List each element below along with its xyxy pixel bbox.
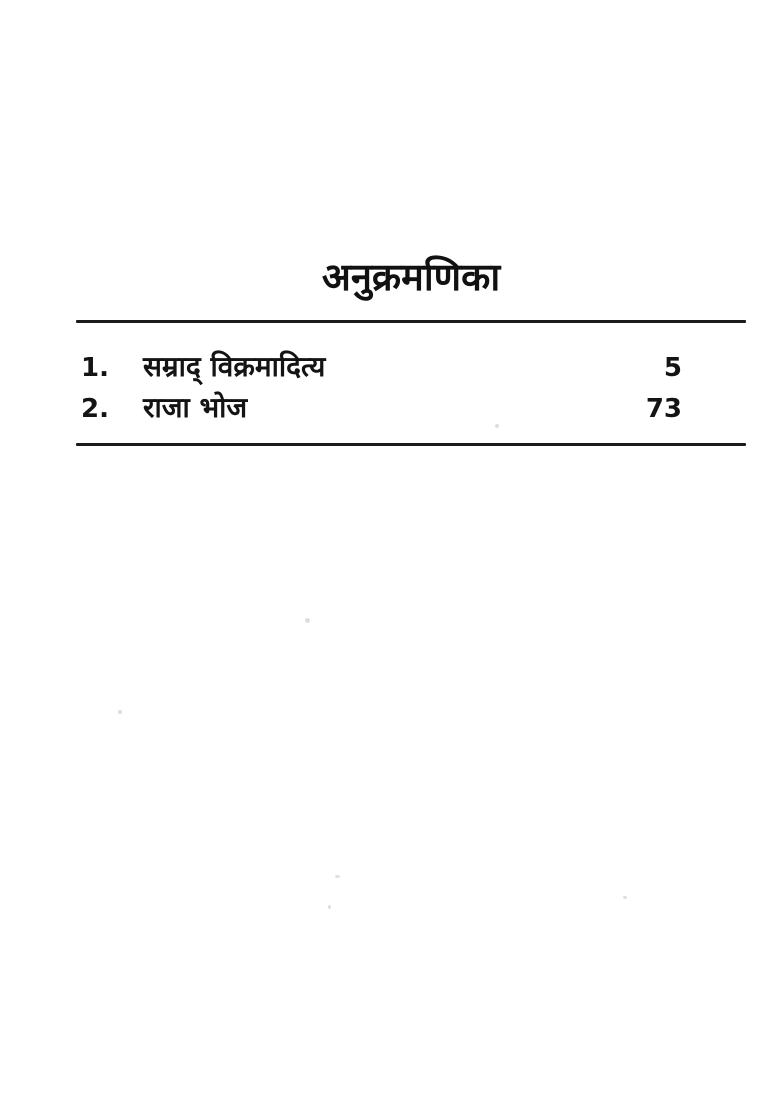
divider-bottom: [76, 443, 746, 446]
entry-number: 2.: [81, 394, 109, 424]
divider-top: [76, 320, 746, 323]
scan-speck: [495, 424, 499, 428]
scan-speck: [118, 710, 122, 714]
scan-speck: [623, 896, 627, 899]
toc-entry: [76, 388, 746, 426]
scan-speck: [335, 875, 340, 878]
scan-speck: [305, 618, 310, 623]
entry-title: सम्राद् विक्रमादित्य: [143, 350, 326, 383]
entry-page-number: 73: [645, 394, 682, 424]
scan-speck: [328, 905, 331, 909]
entry-title: राजा भोज: [143, 391, 248, 424]
toc-entry: [76, 347, 746, 385]
page-title: अनुक्रमणिका: [321, 255, 501, 299]
entry-number: 1.: [81, 353, 109, 383]
entry-page-number: 5: [663, 353, 682, 383]
